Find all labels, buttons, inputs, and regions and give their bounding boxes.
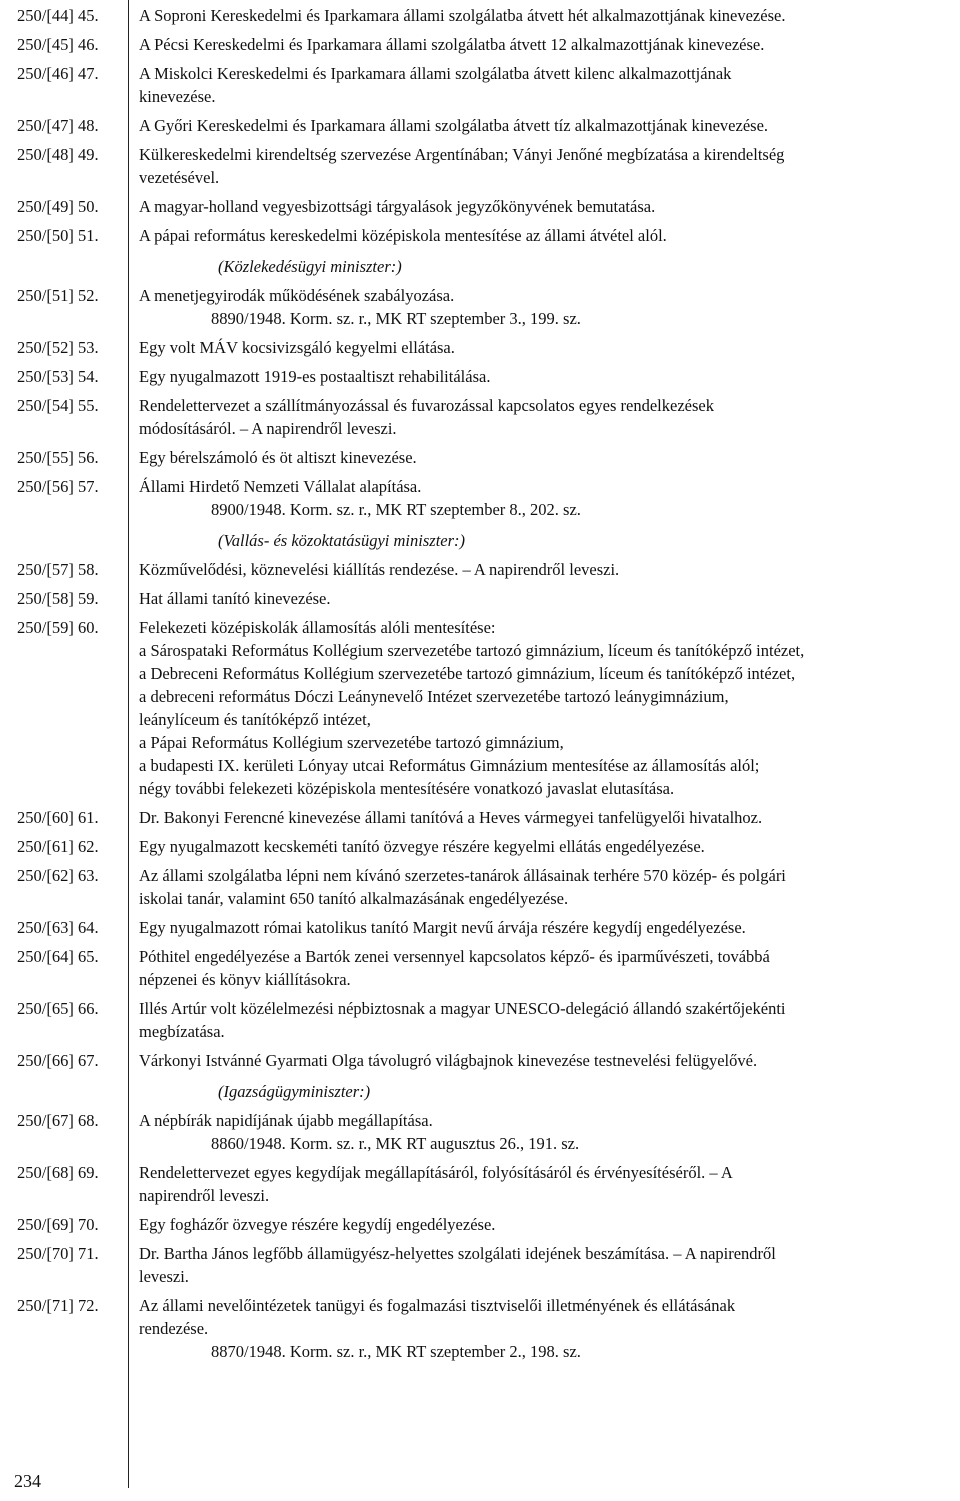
entry-number: 250/[61] 62. bbox=[17, 837, 99, 856]
agenda-entry bbox=[0, 62, 960, 108]
entry-text bbox=[139, 4, 960, 27]
agenda-entry bbox=[0, 835, 960, 858]
entry-line: napirendről leveszi. bbox=[139, 1186, 270, 1205]
entry-line: Az állami szolgálatba lépni nem kívánó szerzetes-tanárok állásainak terhére 570 közép- és polgári bbox=[139, 866, 786, 885]
entry-number: 250/[64] 65. bbox=[17, 947, 99, 966]
entry-text bbox=[139, 997, 960, 1043]
entry-text bbox=[139, 446, 960, 469]
entry-line: Felekezeti középiskolák államosítás alóli mentesítése: bbox=[139, 618, 496, 637]
entry-line: Egy nyugalmazott 1919-es postaaltiszt rehabilitálása. bbox=[139, 367, 491, 386]
agenda-entry bbox=[0, 336, 960, 359]
entry-number: 250/[47] 48. bbox=[17, 116, 99, 135]
entry-number: 250/[51] 52. bbox=[17, 286, 99, 305]
agenda-entry bbox=[0, 195, 960, 218]
entry-number: 250/[71] 72. bbox=[17, 1296, 99, 1315]
entry-line: Egy fogházőr özvegye részére kegydíj engedélyezése. bbox=[139, 1215, 496, 1234]
entry-line: A magyar-holland vegyesbizottsági tárgyalások jegyzőkönyvének bemutatása. bbox=[139, 197, 656, 216]
entry-text bbox=[139, 1294, 960, 1363]
entry-text bbox=[139, 224, 960, 247]
entry-text bbox=[139, 835, 960, 858]
entry-text bbox=[139, 916, 960, 939]
entry-line: Dr. Bartha János legfőbb államügyész-helyettes szolgálati idejének beszámítása. – A napirendről bbox=[139, 1244, 776, 1263]
entry-line: a Pápai Református Kollégium szervezetébe tartozó gimnázium, bbox=[139, 733, 564, 752]
entry-line: népzenei és könyv kiállításokra. bbox=[139, 970, 351, 989]
entry-line: A pápai református kereskedelmi középiskola mentesítése az állami átvétel alól. bbox=[139, 226, 667, 245]
entry-line: négy további felekezeti középiskola mentesítésére vonatkozó javaslat elutasítása. bbox=[139, 779, 675, 798]
entry-number: 250/[48] 49. bbox=[17, 145, 99, 164]
entry-text bbox=[139, 945, 960, 991]
entry-text bbox=[139, 806, 960, 829]
entry-number: 250/[63] 64. bbox=[17, 918, 99, 937]
entry-text bbox=[139, 1049, 960, 1072]
entry-line: Egy volt MÁV kocsivizsgáló kegyelmi ellátása. bbox=[139, 338, 455, 357]
entry-text bbox=[139, 1213, 960, 1236]
agenda-entry bbox=[0, 1242, 960, 1288]
entry-line: a budapesti IX. kerületi Lónyay utcai Református Gimnázium mentesítése az államosítás alól; bbox=[139, 756, 760, 775]
entry-number: 250/[44] 45. bbox=[17, 6, 99, 25]
entry-number: 250/[68] 69. bbox=[17, 1163, 99, 1182]
agenda-entry bbox=[0, 33, 960, 56]
entry-line: Hat állami tanító kinevezése. bbox=[139, 589, 331, 608]
entry-number: 250/[66] 67. bbox=[17, 1051, 99, 1070]
entry-line: Dr. Bakonyi Ferencné kinevezése állami tanítóvá a Heves vármegyei tanfelügyelői hivatalhoz. bbox=[139, 808, 763, 827]
entry-line: A Pécsi Kereskedelmi és Iparkamara állami szolgálatba átvett 12 alkalmazottjának kinevezése. bbox=[139, 35, 765, 54]
agenda-entry bbox=[0, 616, 960, 800]
entry-number: 250/[46] 47. bbox=[17, 64, 99, 83]
entry-text bbox=[139, 33, 960, 56]
decree-reference: 8870/1948. Korm. sz. r., MK RT szeptember 2., 198. sz. bbox=[211, 1342, 581, 1361]
agenda-entry bbox=[0, 1161, 960, 1207]
decree-reference: 8900/1948. Korm. sz. r., MK RT szeptember 8., 202. sz. bbox=[211, 500, 581, 519]
entry-number: 250/[58] 59. bbox=[17, 589, 99, 608]
entry-line: Az állami nevelőintézetek tanügyi és fogalmazási tisztviselői illetményének és ellátásának bbox=[139, 1296, 736, 1315]
section-heading: (Igazságügyminiszter:) bbox=[218, 1082, 371, 1101]
entry-text bbox=[139, 587, 960, 610]
agenda-entry bbox=[0, 558, 960, 581]
entry-number: 250/[69] 70. bbox=[17, 1215, 99, 1234]
agenda-entry bbox=[0, 284, 960, 330]
entry-text bbox=[139, 143, 960, 189]
decree-reference: 8890/1948. Korm. sz. r., MK RT szeptember 3., 199. sz. bbox=[211, 309, 581, 328]
entry-line: kinevezése. bbox=[139, 87, 216, 106]
entry-number: 250/[45] 46. bbox=[17, 35, 99, 54]
agenda-entry bbox=[0, 916, 960, 939]
agenda-entry bbox=[0, 864, 960, 910]
entry-number: 250/[60] 61. bbox=[17, 808, 99, 827]
entry-number: 250/[65] 66. bbox=[17, 999, 99, 1018]
agenda-entry bbox=[0, 114, 960, 137]
entry-text bbox=[139, 394, 960, 440]
agenda-entry bbox=[0, 1109, 960, 1155]
entry-number: 250/[70] 71. bbox=[17, 1244, 99, 1263]
entry-line: vezetésével. bbox=[139, 168, 220, 187]
entry-line: rendezése. bbox=[139, 1319, 209, 1338]
entry-line: Várkonyi Istvánné Gyarmati Olga távolugró világbajnok kinevezése testnevelési felügyelővé. bbox=[139, 1051, 758, 1070]
agenda-entry bbox=[0, 224, 960, 247]
entry-number: 250/[62] 63. bbox=[17, 866, 99, 885]
entry-line: Állami Hirdető Nemzeti Vállalat alapítása. bbox=[139, 477, 422, 496]
entry-line: leánylíceum és tanítóképző intézet, bbox=[139, 710, 371, 729]
entry-line: A Soproni Kereskedelmi és Iparkamara állami szolgálatba átvett hét alkalmazottjának kinevezése. bbox=[139, 6, 786, 25]
entry-number: 250/[57] 58. bbox=[17, 560, 99, 579]
entry-text bbox=[139, 114, 960, 137]
entry-text bbox=[139, 1109, 960, 1155]
entry-line: Külkereskedelmi kirendeltség szervezése Argentínában; Ványi Jenőné megbízatása a kirendeltség bbox=[139, 145, 785, 164]
entry-line: Póthitel engedélyezése a Bartók zenei versennyel kapcsolatos képző- és iparművészeti, továbbá bbox=[139, 947, 770, 966]
entry-text bbox=[139, 365, 960, 388]
agenda-entry bbox=[0, 945, 960, 991]
entry-text bbox=[139, 195, 960, 218]
entry-line: megbízatása. bbox=[139, 1022, 225, 1041]
agenda-entry bbox=[0, 587, 960, 610]
entry-line: a Sárospataki Református Kollégium szervezetébe tartozó gimnázium, líceum és tanítóképző intézet, bbox=[139, 641, 805, 660]
entry-line: Rendelettervezet a szállítmányozással és fuvarozással kapcsolatos egyes rendelkezések bbox=[139, 396, 714, 415]
entry-line: Illés Artúr volt közélelmezési népbiztosnak a magyar UNESCO-delegáció állandó szakértőjekénti bbox=[139, 999, 786, 1018]
agenda-entry bbox=[0, 446, 960, 469]
entry-number: 250/[50] 51. bbox=[17, 226, 99, 245]
agenda-entry bbox=[0, 394, 960, 440]
entry-number: 250/[53] 54. bbox=[17, 367, 99, 386]
entry-text bbox=[139, 336, 960, 359]
entry-number: 250/[55] 56. bbox=[17, 448, 99, 467]
decree-reference: 8860/1948. Korm. sz. r., MK RT augusztus 26., 191. sz. bbox=[211, 1134, 580, 1153]
entry-text bbox=[139, 1161, 960, 1207]
entry-text bbox=[139, 864, 960, 910]
entry-line: Egy nyugalmazott római katolikus tanító Margit nevű árvája részére kegydíj engedélyezése. bbox=[139, 918, 746, 937]
agenda-entry bbox=[0, 1213, 960, 1236]
entry-text bbox=[139, 284, 960, 330]
entry-text bbox=[139, 616, 960, 800]
page-number: 234 bbox=[14, 1471, 41, 1491]
document-body bbox=[0, 4, 960, 1363]
entry-text bbox=[139, 1242, 960, 1288]
section-heading: (Közlekedésügyi miniszter:) bbox=[218, 257, 402, 276]
entry-line: A Miskolci Kereskedelmi és Iparkamara állami szolgálatba átvett kilenc alkalmazottjának bbox=[139, 64, 732, 83]
agenda-entry bbox=[0, 997, 960, 1043]
entry-line: leveszi. bbox=[139, 1267, 189, 1286]
entry-line: Közművelődési, köznevelési kiállítás rendezése. – A napirendről leveszi. bbox=[139, 560, 620, 579]
agenda-entry bbox=[0, 806, 960, 829]
entry-line: a debreceni református Dóczi Leánynevelő Intézet szervezetébe tartozó leánygimnázium, bbox=[139, 687, 729, 706]
entry-line: iskolai tanár, valamint 650 tanító alkalmazásának engedélyezése. bbox=[139, 889, 569, 908]
entry-line: módosításáról. – A napirendről leveszi. bbox=[139, 419, 397, 438]
entry-line: Egy nyugalmazott kecskeméti tanító özvegye részére kegyelmi ellátás engedélyezése. bbox=[139, 837, 705, 856]
entry-number: 250/[67] 68. bbox=[17, 1111, 99, 1130]
agenda-entry bbox=[0, 4, 960, 27]
entry-number: 250/[54] 55. bbox=[17, 396, 99, 415]
entry-number: 250/[59] 60. bbox=[17, 618, 99, 637]
entry-line: a Debreceni Református Kollégium szervezetébe tartozó gimnázium, líceum és tanítóképző intézet, bbox=[139, 664, 796, 683]
entry-text bbox=[139, 62, 960, 108]
agenda-entry bbox=[0, 1294, 960, 1363]
entry-line: A menetjegyirodák működésének szabályozása. bbox=[139, 286, 455, 305]
agenda-entry bbox=[0, 475, 960, 521]
entry-text bbox=[139, 558, 960, 581]
entry-line: A népbírák napidíjának újabb megállapítása. bbox=[139, 1111, 433, 1130]
agenda-entry bbox=[0, 143, 960, 189]
entry-number: 250/[56] 57. bbox=[17, 477, 99, 496]
entry-line: Egy bérelszámoló és öt altiszt kinevezése. bbox=[139, 448, 417, 467]
entry-text bbox=[139, 475, 960, 521]
agenda-entry bbox=[0, 1049, 960, 1072]
entry-number: 250/[49] 50. bbox=[17, 197, 99, 216]
section-heading: (Vallás- és közoktatásügyi miniszter:) bbox=[218, 531, 466, 550]
agenda-entry bbox=[0, 365, 960, 388]
entry-line: Rendelettervezet egyes kegydíjak megállapításáról, folyósításáról és érvényesítéséről. – A bbox=[139, 1163, 733, 1182]
entry-number: 250/[52] 53. bbox=[17, 338, 99, 357]
entry-line: A Győri Kereskedelmi és Iparkamara állami szolgálatba átvett tíz alkalmazottjának kinevezése. bbox=[139, 116, 769, 135]
